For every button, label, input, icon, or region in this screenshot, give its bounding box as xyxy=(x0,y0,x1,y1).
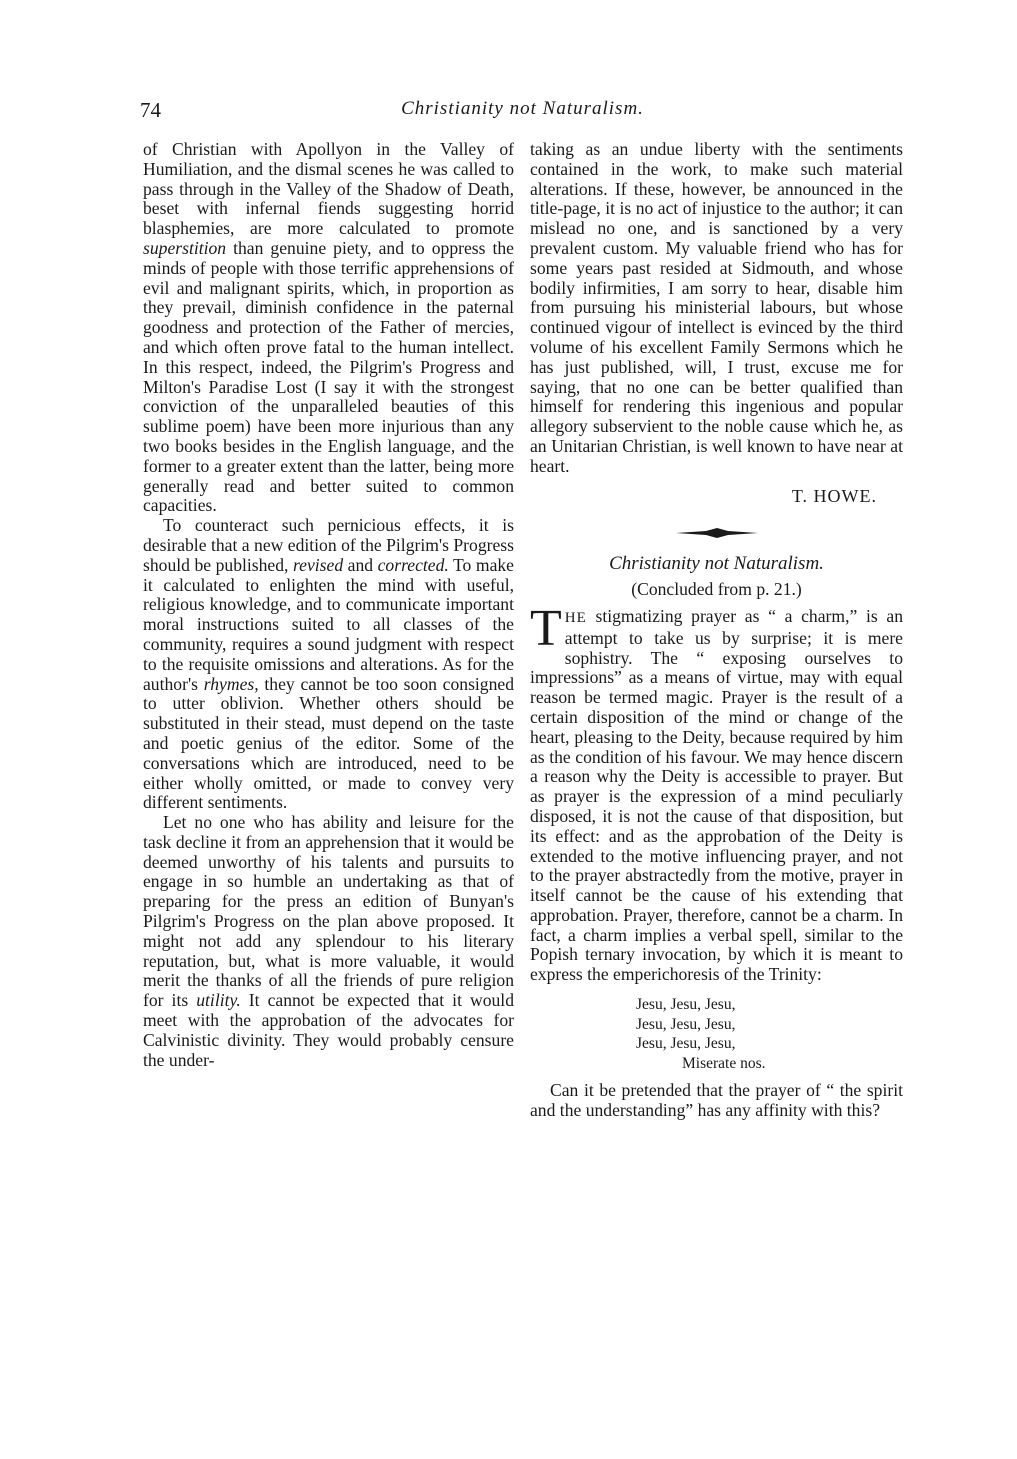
small-caps: HE xyxy=(564,609,587,626)
emphasis: utility. xyxy=(196,990,241,1011)
verse-line: Jesu, Jesu, Jesu, xyxy=(636,1015,736,1033)
paragraph: Can it be pretended that the prayer of “ the spirit and the understanding” has any affinity with this? xyxy=(530,1080,903,1120)
paragraph: of Christian with Apollyon in the Valley of Humiliation, and the dismal scenes he was called to pass through in the Valley of the Shadow of Death, beset with infernal fiends suggesting horrid blasphemies, are more calculated to promote superstition than genuine piety, and to oppress the minds of people with those terrific apprehensions of evil and malignant spirits, which, in proportion as they prevail, diminish confidence in the paternal goodness and protection of the Father of mercies, and which often prove fatal to the human intellect. In this respect, indeed, the Pilgrim's Progress and Milton's Paradise Lost (I say it with the strongest conviction of the unparalleled beauties of this sublime poem) have been more injurious than any two books besides in the English language, and the former to a greater extent than the latter, being more generally read and better suited to common capacities. xyxy=(143,139,514,516)
left-column xyxy=(143,140,514,1070)
running-head xyxy=(140,98,905,128)
article-title: Christianity not Naturalism. xyxy=(609,553,824,575)
emphasis: corrected. xyxy=(377,554,449,575)
emphasis: superstition xyxy=(143,237,227,258)
section-divider-ornament xyxy=(676,528,758,538)
author-signature: T. HOWE. xyxy=(791,485,877,506)
verse-line: Miserate nos. xyxy=(682,1054,766,1072)
running-title: Christianity not Naturalism. xyxy=(401,98,644,119)
drop-cap: T xyxy=(530,599,562,657)
paragraph: To counteract such pernicious effects, it is desirable that a new edition of the Pilgrim's Progress should be published, revised and corrected. To make it calculated to enlighten the mind with useful, religious knowledge, and to communicate important moral instructions suited to all classes of the community, requires a sound judgment with respect to the requisite omissions and alterations. As for the author's rhymes, they cannot be too soon consigned to utter oblivion. Whether others should be substituted in their stead, must depend on the taste and poetic genius of the editor. Some of the conversations which are introduced, need to be either wholly omitted, or made to convey very different sentiments. xyxy=(143,515,515,813)
paragraph: THE stigmatizing prayer as “ a charm,” is an attempt to take us by surprise; it is mere sophistry. The “ exposing ourselves to impressions” as a means of virtue, may with equal reason be termed magic. Prayer is the result of a certain disposition of the mind or change of the heart, pleasing to the Deity, because required by him as the condition of his favour. We may hence discern a reason why the Deity is accessible to prayer. But as prayer is the expression of a mind peculiarly disposed, it is not the cause of that disposition, but its effect: and as the approbation of the Deity is extended to the motive influencing prayer, and not to the prayer abstractedly from the motive, prayer in itself cannot be the cause of his extending that approbation. Prayer, therefore, cannot be a charm. In fact, a charm implies a verbal spell, similar to the Popish ternary invocation, by which it is meant to express the emperichoresis of the Trinity: xyxy=(530,599,903,985)
right-column xyxy=(530,140,903,1121)
verse xyxy=(636,995,903,1073)
verse-line: Jesu, Jesu, Jesu, xyxy=(636,1035,736,1053)
verse-line: Jesu, Jesu, Jesu, xyxy=(636,996,736,1014)
page-number: 74 xyxy=(140,98,161,122)
paragraph: Let no one who has ability and leisure for the task decline it from an apprehension that it would be deemed unworthy of his talents and pursuits to engage in so humble an undertaking as that of preparing for the press an edition of Bunyan's Pilgrim's Progress on the plan above proposed. It might not add any splendour to his literary reputation, but, what is more valuable, it would merit the thanks of all the friends of pure religion for its utility. It cannot be expected that it would meet with the approbation of the advocates for Calvinistic divinity. They would probably censure the under- xyxy=(143,812,514,1070)
paragraph: taking as an undue liberty with the sentiments contained in the work, to make such material alterations. If these, however, be announced in the title-page, it is no act of injustice to the author; it can mislead no one, and is sanctioned by a very prevalent custom. My valuable friend who has for some years past resided at Sidmouth, and whose bodily infirmities, I am sorry to hear, disable him from pursuing his ministerial labours, but whose continued vigour of intellect is evinced by the third volume of his excellent Family Sermons which he has just published, will, I trust, excuse me for saying, that no one can be better qualified than himself for rendering this ingenious and popular allegory subservient to the noble cause which he, as an Unitarian Christian, is well known to have near at heart. xyxy=(530,139,903,476)
emphasis: revised xyxy=(292,554,344,575)
article-subtitle: (Concluded from p. 21.) xyxy=(631,579,802,600)
emphasis: rhymes, xyxy=(203,673,259,694)
